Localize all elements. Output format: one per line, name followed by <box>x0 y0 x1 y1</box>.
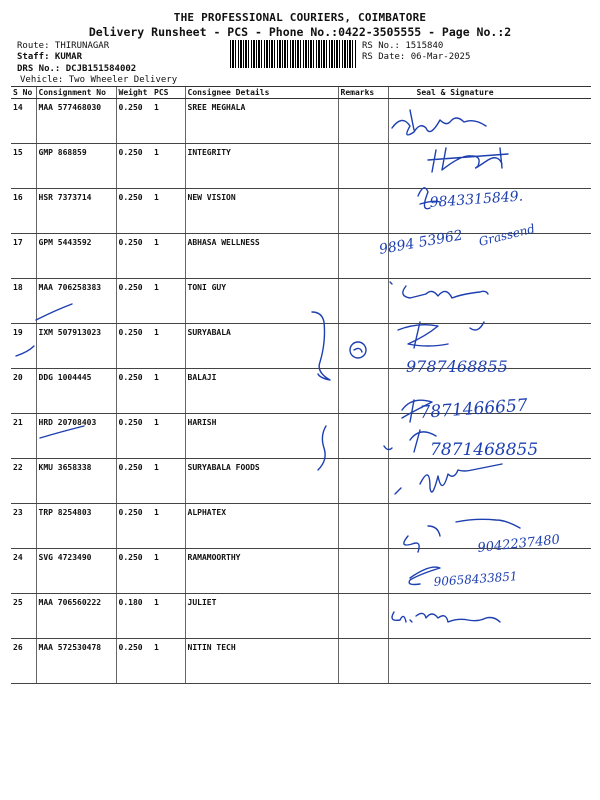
table-row: 23 TRP 8254803 0.250 1 ALPHATEX <box>11 504 591 549</box>
table-row: 14 MAA 577468030 0.250 1 SREE MEGHALA <box>11 99 591 144</box>
handwriting-row-20: 9787468855 <box>406 357 508 376</box>
rs-number: RS No.: 1515840 <box>362 41 444 51</box>
table-header-row <box>11 87 591 99</box>
table-row: 17 GPM 5443592 0.250 1 ABHASA WELLNESS <box>11 234 591 279</box>
handwriting-row-17b: Grassend <box>477 221 537 249</box>
table-row: 26 MAA 572530478 0.250 1 NITIN TECH <box>11 639 591 684</box>
runsheet-table <box>11 86 591 684</box>
table-row: 18 MAA 706258383 0.250 1 TONI GUY <box>11 279 591 324</box>
handwriting-row-21: 7871466657 <box>418 395 529 423</box>
col-pcs: PCS <box>152 87 185 99</box>
route-label: Route: THIRUNAGAR <box>17 41 110 51</box>
handwriting-row-17a: 9894 53962 <box>377 227 465 258</box>
handwriting-row-16: 9843315849. <box>429 188 524 211</box>
rs-date: RS Date: 06-Mar-2025 <box>362 52 471 62</box>
handwriting-row-24: 9042237480 <box>476 532 561 556</box>
col-consignment: Consignment No <box>36 87 116 99</box>
handwriting-row-25: 90658433851 <box>433 569 518 589</box>
company-title: THE PROFESSIONAL COURIERS, COIMBATORE <box>173 11 427 24</box>
staff-label: Staff: KUMAR <box>17 52 83 62</box>
table-row: 21 HRD 20708403 0.250 1 HARISH <box>11 414 591 459</box>
table-row: 24 SVG 4723490 0.250 1 RAMAMOORTHY <box>11 549 591 594</box>
col-remarks: Remarks <box>338 87 388 99</box>
runsheet-subtitle: Delivery Runsheet - PCS - Phone No.:0422-3505555 - Page No.:2 <box>88 25 512 39</box>
table-row: 22 KMU 3658338 0.250 1 SURYABALA FOODS <box>11 459 591 504</box>
table-row: 25 MAA 706560222 0.180 1 JULIET <box>11 594 591 639</box>
table-row: 20 DDG 1004445 0.250 1 BALAJI <box>11 369 591 414</box>
col-signature: Seal & Signature <box>388 87 591 99</box>
vehicle-label: Vehicle: Two Wheeler Delivery <box>20 75 178 85</box>
handwriting-row-22: 7871468855 <box>430 440 539 460</box>
col-consignee: Consignee Details <box>185 87 338 99</box>
table-row: 19 IXM 507913023 0.250 1 SURYABALA <box>11 324 591 369</box>
drs-label: DRS No.: DCJB151584002 <box>17 64 137 74</box>
table-row: 15 GMP 868859 0.250 1 INTEGRITY <box>11 144 591 189</box>
table-row: 16 HSR 7373714 0.250 1 NEW VISION <box>11 189 591 234</box>
col-weight: Weight <box>116 87 152 99</box>
col-sno: S No <box>11 87 36 99</box>
barcode <box>230 40 356 68</box>
